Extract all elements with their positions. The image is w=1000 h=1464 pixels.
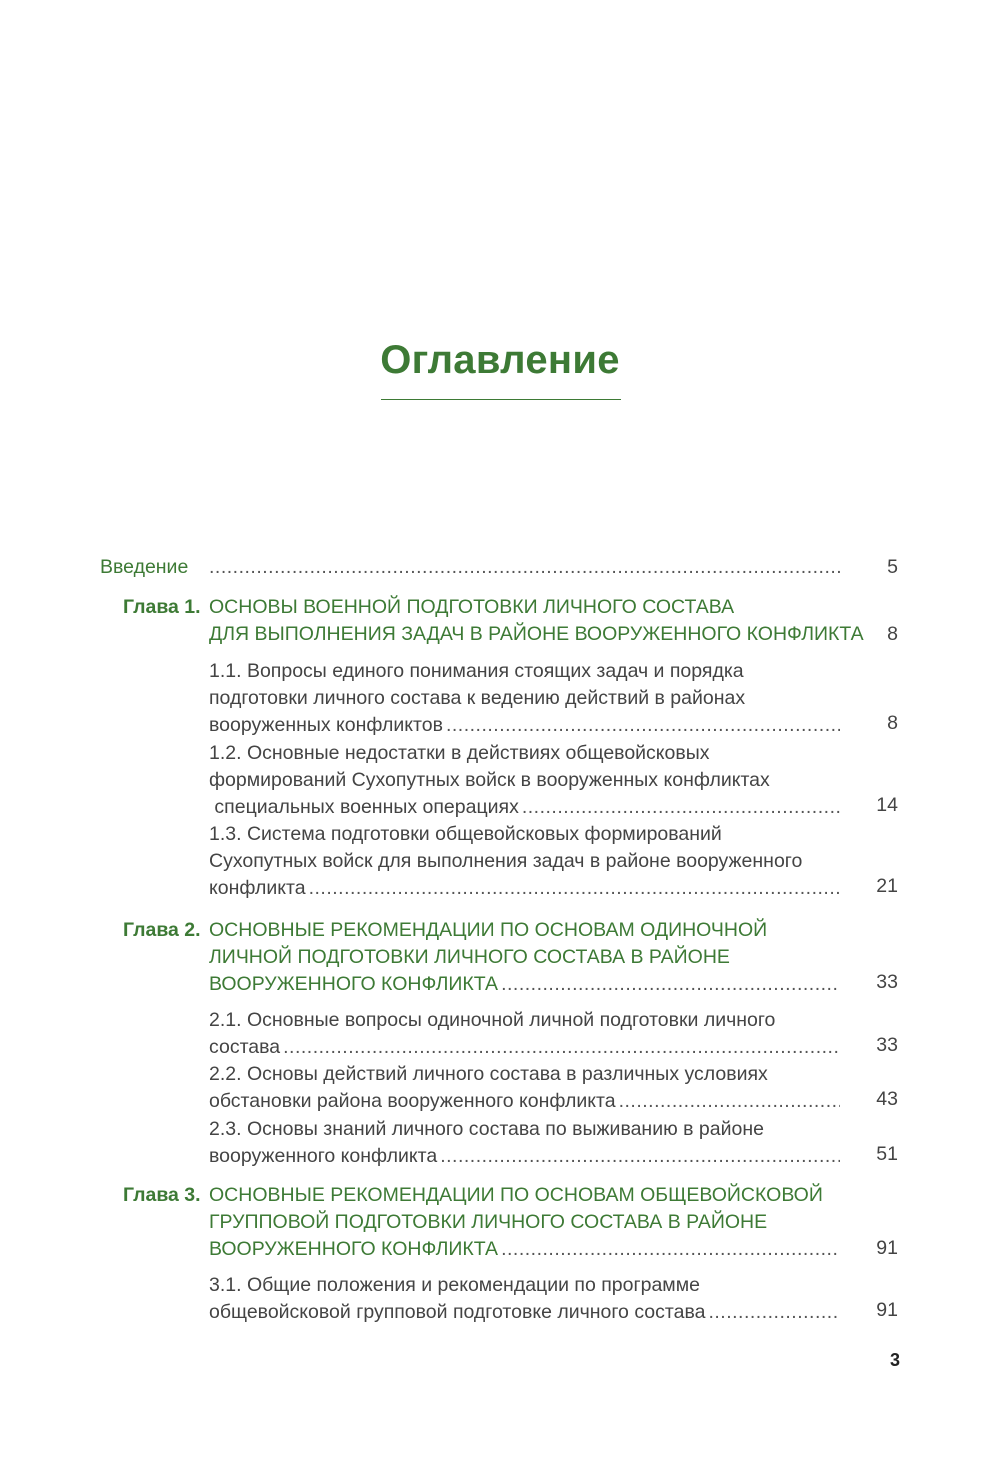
toc-intro-page: 5	[887, 556, 898, 578]
dot-leader	[619, 1088, 840, 1115]
section-3-1-page: 91	[876, 1299, 898, 1321]
section-line: Сухопутных войск для выполнения задач в районе вооруженного	[209, 850, 803, 872]
dot-leader	[501, 1236, 840, 1263]
section-2-1-page: 33	[876, 1034, 898, 1056]
section-line: вооруженного конфликта	[209, 1145, 438, 1167]
chapter-title-line: ОСНОВНЫЕ РЕКОМЕНДАЦИИ ПО ОСНОВАМ ОБЩЕВОЙСКОВОЙ	[209, 1184, 823, 1206]
dot-leader	[501, 971, 840, 998]
dot-leader	[283, 1034, 840, 1061]
section-2-3	[209, 1116, 840, 1170]
chapter-2-label: Глава 2.	[123, 919, 201, 941]
toc-intro-label: Введение	[100, 556, 189, 578]
dot-leader	[522, 794, 840, 821]
section-line: 1.1. Вопросы единого понимания стоящих задач и порядка	[209, 660, 744, 682]
page-number: 3	[889, 1350, 900, 1370]
section-line: состава	[209, 1036, 281, 1058]
page-title: Оглавление	[380, 338, 620, 382]
section-3-1	[209, 1272, 840, 1326]
section-line: вооруженных конфликтов	[209, 714, 443, 736]
chapter-3-page: 91	[876, 1237, 898, 1259]
section-2-2-page: 43	[876, 1088, 898, 1110]
section-line: обстановки района вооруженного конфликта	[209, 1090, 616, 1112]
chapter-1-label: Глава 1.	[123, 596, 201, 618]
chapter-title-line: ОСНОВЫ ВОЕННОЙ ПОДГОТОВКИ ЛИЧНОГО СОСТАВА	[209, 596, 735, 618]
section-line: формирований Сухопутных войск в вооруженных конфликтах	[209, 769, 770, 791]
section-line: 2.3. Основы знаний личного состава по выживанию в районе	[209, 1118, 764, 1140]
section-line: подготовки личного состава к ведению действий в районах	[209, 687, 746, 709]
chapter-title-line: ВООРУЖЕННОГО КОНФЛИКТА	[209, 1238, 499, 1260]
section-1-3	[209, 821, 840, 902]
dot-leader	[708, 1299, 840, 1326]
section-line: 2.2. Основы действий личного состава в различных условиях	[209, 1063, 768, 1085]
chapter-2-title	[209, 917, 840, 998]
chapter-3-title	[209, 1182, 840, 1263]
section-2-2	[209, 1061, 840, 1115]
chapter-title-line: ВООРУЖЕННОГО КОНФЛИКТА	[209, 973, 499, 995]
section-1-2-page: 14	[876, 794, 898, 816]
section-line: 3.1. Общие положения и рекомендации по программе	[209, 1274, 700, 1296]
chapter-title-line: ГРУППОВОЙ ПОДГОТОВКИ ЛИЧНОГО СОСТАВА В РАЙОНЕ	[209, 1211, 768, 1233]
chapter-3-label: Глава 3.	[123, 1184, 201, 1206]
chapter-title-line: ОСНОВНЫЕ РЕКОМЕНДАЦИИ ПО ОСНОВАМ ОДИНОЧНОЙ	[209, 919, 768, 941]
section-line: 2.1. Основные вопросы одиночной личной подготовки личного	[209, 1009, 776, 1031]
dot-leader	[446, 712, 840, 739]
section-1-3-page: 21	[876, 875, 898, 897]
chapter-2-page: 33	[876, 971, 898, 993]
dot-leader	[440, 1143, 840, 1170]
section-line: конфликта	[209, 877, 306, 899]
section-1-1-page: 8	[887, 712, 898, 734]
section-2-1	[209, 1007, 840, 1061]
section-line: специальных военных операциях	[209, 796, 519, 818]
chapter-1-page: 8	[887, 623, 898, 645]
toc-intro-leader	[209, 554, 840, 581]
dot-leader	[209, 554, 840, 581]
section-line: 1.2. Основные недостатки в действиях общевойсковых	[209, 742, 710, 764]
dot-leader	[309, 875, 840, 902]
section-line: 1.3. Система подготовки общевойсковых формирований	[209, 823, 722, 845]
section-1-2	[209, 740, 840, 821]
chapter-title-line: ЛИЧНОЙ ПОДГОТОВКИ ЛИЧНОГО СОСТАВА В РАЙОНЕ	[209, 946, 730, 968]
section-1-1	[209, 658, 840, 739]
chapter-1-title	[209, 594, 864, 648]
chapter-title-line: ДЛЯ ВЫПОЛНЕНИЯ ЗАДАЧ В РАЙОНЕ ВООРУЖЕННОГО КОНФЛИКТА	[209, 623, 864, 645]
section-2-3-page: 51	[876, 1143, 898, 1165]
section-line: общевойсковой групповой подготовке личного состава	[209, 1301, 706, 1323]
